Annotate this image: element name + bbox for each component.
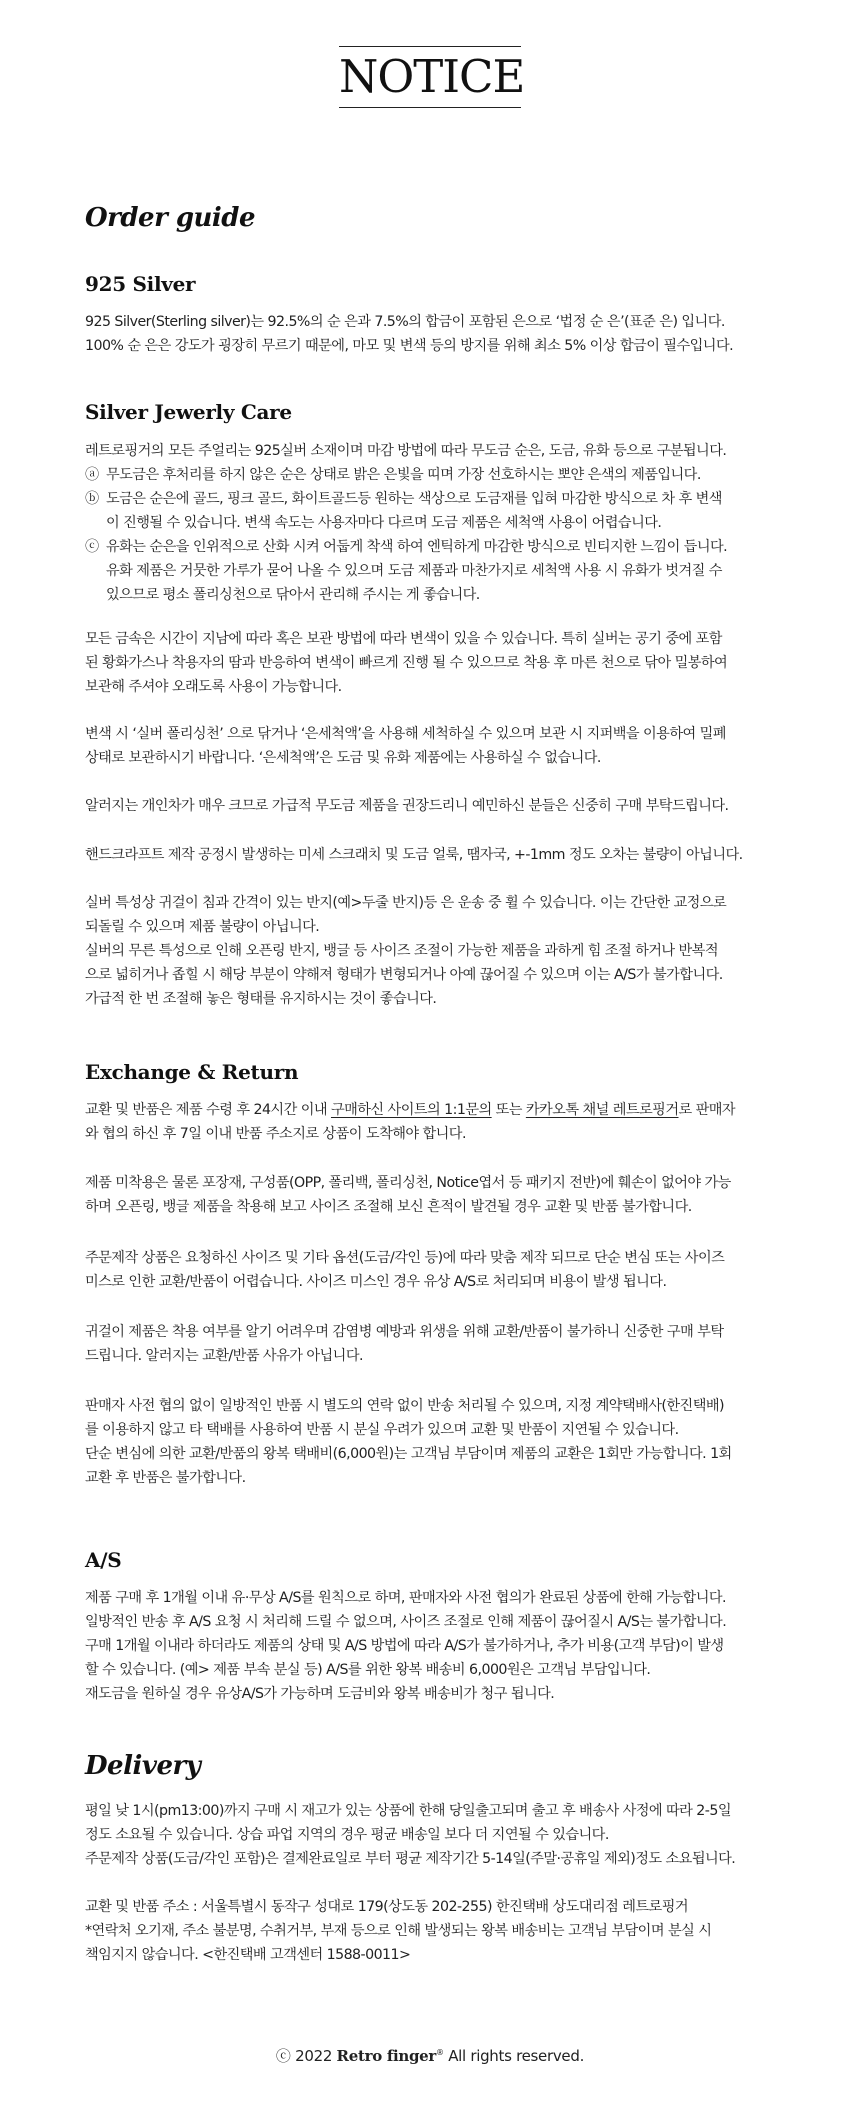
exchange-paragraph-2: [85, 1171, 797, 1219]
exchange-paragraph-1: [85, 1098, 797, 1146]
care-paragraph-1: [85, 627, 797, 699]
as-text: [85, 1586, 797, 1706]
text-line: 실버의 무른 특성으로 인해 오픈링 반지, 뱅글 등 사이즈 조절이 가능한 제품을 과하게 힘 조절 하거나 반복적: [85, 943, 718, 959]
care-item-a: [85, 463, 797, 487]
text-line: 실버 특성상 귀걸이 침과 간격이 있는 반지(예>두줄 반지)등 은 운송 중 휠 수 있습니다. 이는 간단한 교정으로: [85, 895, 727, 911]
text-line: 되돌릴 수 있으며 제품 불량이 아닙니다.: [85, 919, 320, 935]
text-line: 으로 넓히거나 좁힐 시 해당 부분이 약해져 형태가 변형되거나 아예 끊어질 수 있으며 이는 A/S가 불가합니다.: [85, 967, 723, 983]
delivery-title: Delivery: [85, 1751, 201, 1781]
text-line: 를 이용하지 않고 타 택배를 사용하여 반품 시 분실 우려가 있으며 교환 및 반품이 지연될 수 있습니다.: [85, 1422, 679, 1438]
text-line: 모든 금속은 시간이 지남에 따라 혹은 보관 방법에 따라 변색이 있을 수 있습니다. 특히 실버는 공기 중에 포함: [85, 631, 722, 647]
care-paragraph-2: [85, 722, 797, 770]
text-line: 제품 구매 후 1개월 이내 유·무상 A/S를 원칙으로 하며, 판매자와 사전 협의가 완료된 상품에 한해 가능합니다.: [85, 1590, 726, 1606]
care-item-c: [85, 535, 797, 607]
inquiry-link[interactable]: 구매하신 사이트의 1:1문의: [330, 1102, 492, 1118]
text-line: 있으므로 평소 폴리싱천으로 닦아서 관리해 주시는 게 좋습니다.: [106, 587, 480, 603]
care-intro: 레트로핑거의 모든 주얼리는 925실버 소재이며 마감 방법에 따라 무도금 순은, 도금, 유화 등으로 구분됩니다.: [85, 443, 727, 459]
care-item-b: [85, 487, 797, 535]
text-line: 변색 시 ‘실버 폴리싱천’ 으로 닦거나 ‘은세척액’을 사용해 세척하실 수 있으며 보관 시 지퍼백을 이용하여 밀폐: [85, 726, 726, 742]
text-line: 와 협의 하신 후 7일 이내 반품 주소지로 상품이 도착해야 합니다.: [85, 1126, 466, 1142]
exchange-paragraph-3: [85, 1246, 797, 1294]
exchange-paragraph-5: [85, 1394, 797, 1490]
text-part: 로 판매자: [678, 1102, 736, 1118]
copyright-prefix: ⓒ 2022: [275, 2047, 333, 2065]
text-line: 가급적 한 번 조절해 놓은 형태를 유지하시는 것이 좋습니다.: [85, 991, 437, 1007]
text-line: 보관해 주셔야 오래도록 사용이 가능합니다.: [85, 679, 342, 695]
care-title: Silver Jewerly Care: [85, 400, 292, 424]
care-paragraph-5: [85, 891, 797, 1011]
copyright-footer: [0, 2045, 860, 2066]
text-line: 유화 제품은 거뭇한 가루가 묻어 나올 수 있으며 도금 제품과 마찬가지로 세척액 사용 시 유화가 벗겨질 수: [106, 563, 722, 579]
delivery-text: [85, 1799, 797, 1871]
registered-mark: ®: [436, 2048, 444, 2057]
text-line: 귀걸이 제품은 착용 여부를 알기 어려우며 감염병 예방과 위생을 위해 교환/반품이 불가하니 신중한 구매 부탁: [85, 1324, 724, 1340]
copyright-suffix: All rights reserved.: [448, 2047, 585, 2065]
brand-name: Retro finger: [336, 2047, 437, 2065]
silver925-text: [85, 310, 797, 358]
marker-c: ⓒ: [85, 539, 99, 555]
text-line: 미스로 인한 교환/반품이 어렵습니다. 사이즈 미스인 경우 유상 A/S로 처리되며 비용이 발생 됩니다.: [85, 1274, 667, 1290]
text-line: 재도금을 원하실 경우 유상A/S가 가능하며 도금비와 왕복 배송비가 청구 됩니다.: [85, 1686, 555, 1702]
text-line: 평일 낮 1시(pm13:00)까지 구매 시 재고가 있는 상품에 한해 당일출고되며 출고 후 배송사 사정에 따라 2-5일: [85, 1803, 731, 1819]
text-line: 하며 오픈링, 뱅글 제품을 착용해 보고 사이즈 조절해 보신 흔적이 발견될 경우 교환 및 반품 불가합니다.: [85, 1199, 692, 1215]
text-line: 구매 1개월 이내라 하더라도 제품의 상태 및 A/S 방법에 따라 A/S가 불가하거나, 추가 비용(고객 부담)이 발생: [85, 1638, 724, 1654]
silver925-title: 925 Silver: [85, 272, 196, 296]
text-line: 주문제작 상품은 요청하신 사이즈 및 기타 옵션(도금/각인 등)에 따라 맞춤 제작 되므로 단순 변심 또는 사이즈: [85, 1250, 725, 1266]
as-title: A/S: [85, 1548, 122, 1572]
text-line: 된 황화가스나 착용자의 땀과 반응하여 변색이 빠르게 진행 될 수 있으므로 착용 후 마른 천으로 닦아 밀봉하여: [85, 655, 728, 671]
exchange-paragraph-4: [85, 1320, 797, 1368]
text-line: 드립니다. 알러지는 교환/반품 사유가 아닙니다.: [85, 1348, 363, 1364]
text-line: 유화는 순은을 인위적으로 산화 시켜 어둡게 착색 하여 엔틱하게 마감한 방식으로 빈티지한 느낌이 듭니다.: [106, 539, 728, 555]
care-paragraph-4: [85, 843, 797, 867]
text-line: 상태로 보관하시기 바랍니다. ‘은세척액’은 도금 및 유화 제품에는 사용하실 수 없습니다.: [85, 750, 601, 766]
text-line: 100% 순 은은 강도가 굉장히 무르기 때문에, 마모 및 변색 등의 방지를 위해 최소 5% 이상 합금이 필수입니다.: [85, 338, 734, 354]
exchange-title: Exchange & Return: [85, 1060, 299, 1084]
text-line: *연락처 오기재, 주소 불분명, 수취거부, 부재 등으로 인해 발생되는 왕복 배송비는 고객님 부담이며 분실 시: [85, 1923, 712, 1939]
text-line: 정도 소요될 수 있습니다. 상습 파업 지역의 경우 평균 배송일 보다 더 지연될 수 있습니다.: [85, 1827, 609, 1843]
text-line: 일방적인 반송 후 A/S 요청 시 처리해 드릴 수 없으며, 사이즈 조절로 인해 제품이 끊어질시 A/S는 불가합니다.: [85, 1614, 727, 1630]
order-guide-title: Order guide: [85, 203, 255, 233]
marker-b: ⓑ: [85, 491, 99, 507]
care-text: [85, 439, 797, 607]
text-line: 교환 후 반품은 불가합니다.: [85, 1470, 246, 1486]
text-line: [85, 1098, 797, 1122]
text-line: 이 진행될 수 있습니다. 변색 속도는 사용자마다 다르며 도금 제품은 세척액 사용이 어렵습니다.: [106, 515, 662, 531]
text-line: 책임지지 않습니다. <한진택배 고객센터 1588-0011>: [85, 1947, 411, 1963]
text-line: 알러지는 개인차가 매우 크므로 가급적 무도금 제품을 권장드리니 예민하신 분들은 신중히 구매 부탁드립니다.: [85, 798, 729, 814]
care-paragraph-3: [85, 794, 797, 818]
text-line: 판매자 사전 협의 없이 일방적인 반품 시 별도의 연락 없이 반송 처리될 수 있으며, 지정 계약택배사(한진택배): [85, 1398, 725, 1414]
text-line: 단순 변심에 의한 교환/반품의 왕복 택배비(6,000원)는 고객님 부담이며 제품의 교환은 1회만 가능합니다. 1회: [85, 1446, 732, 1462]
delivery-address: [85, 1895, 797, 1967]
text-line: 주문제작 상품(도금/각인 포함)은 결제완료일로 부터 평균 제작기간 5-14일(주말·공휴일 제외)정도 소요됩니다.: [85, 1851, 736, 1867]
notice-title: NOTICE: [339, 46, 521, 108]
text-part: 또는: [491, 1102, 526, 1118]
text-line: 925 Silver(Sterling silver)는 92.5%의 순 은과 7.5%의 합금이 포함된 은으로 ‘법정 순 은’(표준 은) 입니다.: [85, 314, 725, 330]
text-part: 교환 및 반품은 제품 수령 후 24시간 이내: [85, 1102, 331, 1118]
kakao-channel-link[interactable]: 카카오톡 채널 레트로핑거: [525, 1102, 679, 1118]
text-line: 교환 및 반품 주소 : 서울특별시 동작구 성대로 179(상도동 202-255) 한진택배 상도대리점 레트로핑거: [85, 1899, 689, 1915]
text-line: 제품 미착용은 물론 포장재, 구성품(OPP, 폴리백, 폴리싱천, Notice엽서 등 패키지 전반)에 훼손이 없어야 가능: [85, 1175, 731, 1191]
text-line: 도금은 순은에 골드, 핑크 골드, 화이트골드등 원하는 색상으로 도금재를 입혀 마감한 방식으로 차 후 변색: [106, 491, 722, 507]
marker-a: ⓐ: [85, 467, 99, 483]
text-line: 할 수 있습니다. (예> 제품 부속 분실 등) A/S를 위한 왕복 배송비 6,000원은 고객님 부담입니다.: [85, 1662, 651, 1678]
text-line: 무도금은 후처리를 하지 않은 순은 상태로 밝은 은빛을 띠며 가장 선호하시는 뽀얀 은색의 제품입니다.: [106, 467, 701, 483]
text-line: 핸드크라프트 제작 공정시 발생하는 미세 스크래치 및 도금 얼룩, 땜자국, +-1mm 정도 오차는 불량이 아닙니다.: [85, 847, 743, 863]
